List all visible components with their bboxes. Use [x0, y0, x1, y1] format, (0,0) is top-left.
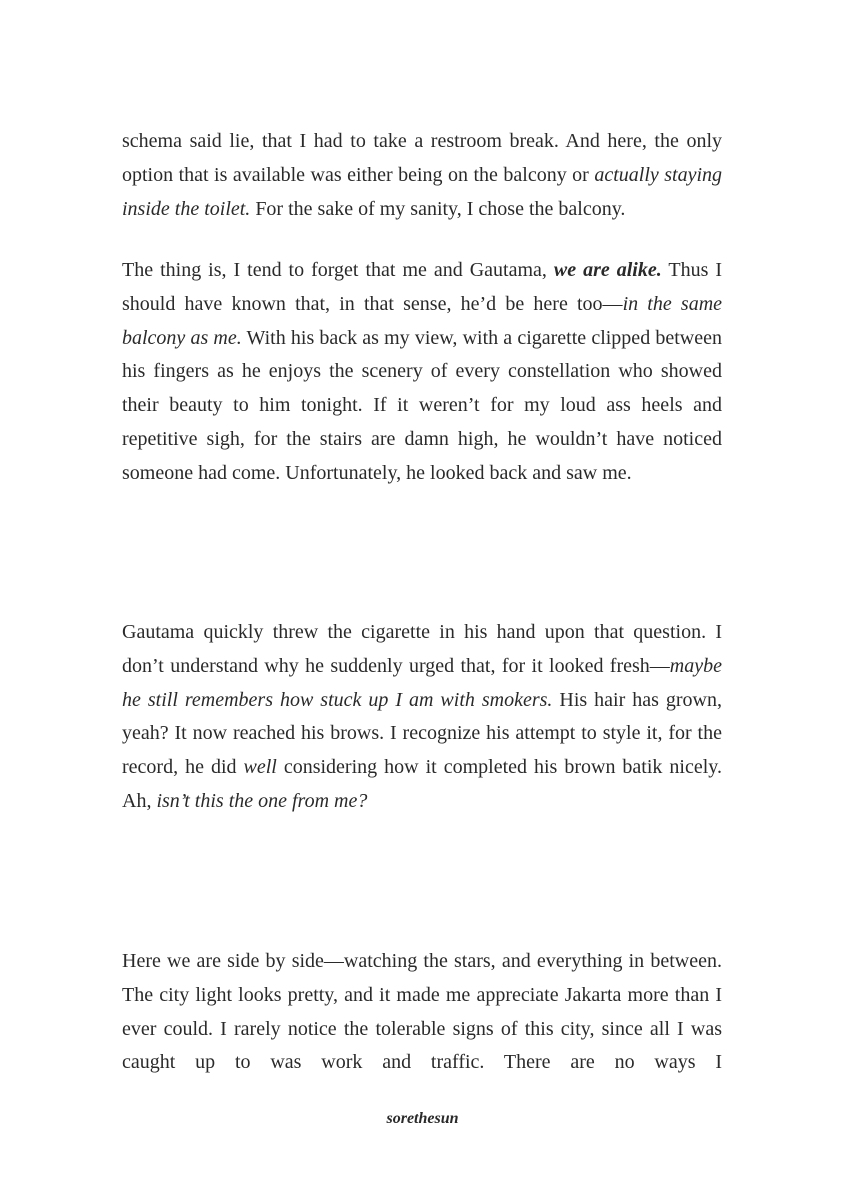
paragraph-side-by-side: [122, 945, 722, 1080]
paragraph-text: schema said lie, that I had to take a restroom break. And here, the only option that is available was either being on the balcony or: [122, 130, 722, 186]
paragraph-restroom-break: [122, 125, 722, 226]
paragraph-text: The thing is, I tend to forget that me and Gautama,: [122, 259, 554, 281]
emphasis-text: maybe he still remembers how stuck up I am with smokers.: [122, 654, 722, 711]
author-signature: sorethesun: [386, 1110, 459, 1127]
paragraph-text: Gautama quickly threw the cigarette in his hand upon that question. I don’t understand why he suddenly urged that, for it looked fresh—: [122, 621, 722, 677]
paragraph-text: For the sake of my sanity, I chose the balcony.: [250, 197, 626, 220]
emphasis-text: isn’t this the one from me?: [156, 789, 368, 812]
paragraph-text: considering how it completed his brown batik nicely. Ah,: [122, 756, 722, 812]
emphasis-text: actually staying inside the toilet.: [122, 163, 723, 220]
emphasis-text: in the same balcony as me.: [122, 292, 723, 349]
paragraph-we-are-alike: [122, 254, 722, 491]
paragraph-text: His hair has grown, yeah? It now reached his brows. I recognize his attempt to style it, for the record, he did: [122, 688, 722, 779]
emphasis-text: well: [243, 756, 277, 779]
paragraph-text: Here we are side by side—watching the stars, and everything in between. The city light looks pretty, and it made me appreciate Jakarta more than I ever could. I rarely notice the tolerable signs of this city, since all I was caught up to was work and traffic. There are no ways I: [122, 950, 722, 1074]
paragraph-gautama-cigarette: [122, 616, 722, 819]
strong-emphasis-text: we are alike.: [553, 259, 662, 281]
paragraph-text: Thus I should have known that, in that sense, he’d be here too—: [122, 259, 722, 315]
paragraph-text: With his back as my view, with a cigarette clipped between his fingers as he enjoys the scenery of every constellation who showed their beauty to him tonight. If it weren’t for my loud ass heels and repetitive sigh, for the stairs are damn high, he wouldn’t have noticed someone had come. Unfortunately, he looked back and saw me.: [122, 326, 722, 484]
